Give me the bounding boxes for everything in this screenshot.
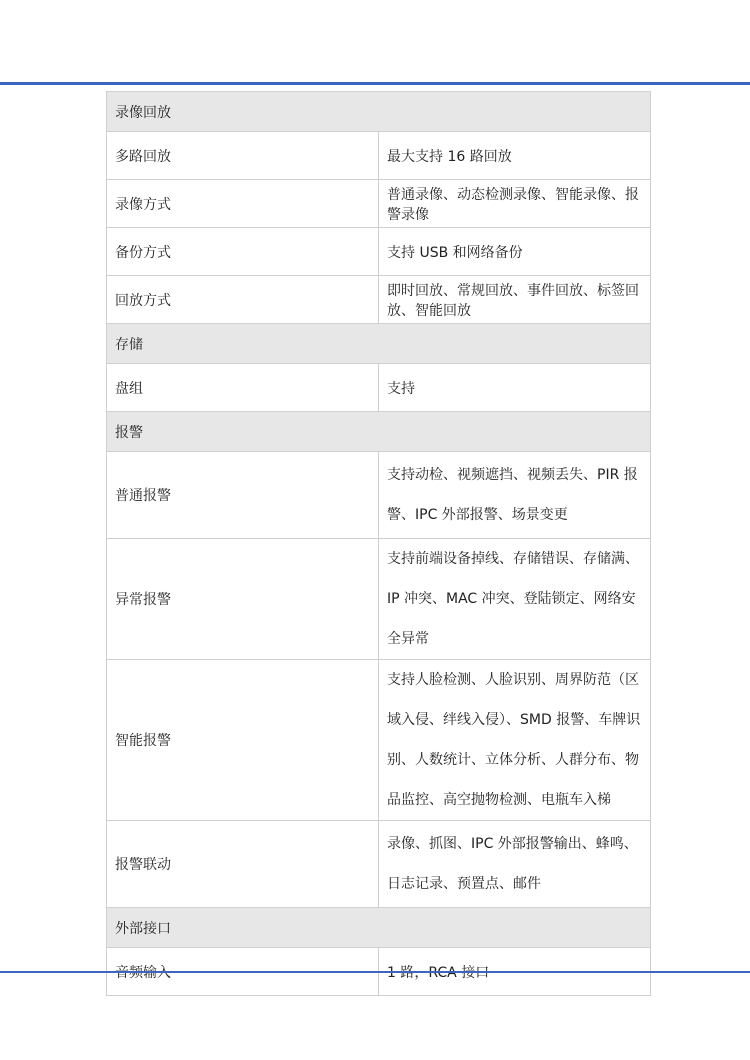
row-value: 支持人脸检测、人脸识别、周界防范（区域入侵、绊线入侵）、SMD 报警、车牌识别、人数统计、立体分析、人群分布、物品监控、高空抛物检测、电瓶车入梯 xyxy=(379,660,651,821)
row-label: 多路回放 xyxy=(107,132,379,180)
section-title: 录像回放 xyxy=(107,92,651,132)
table-row xyxy=(107,539,651,660)
row-value: 支持 USB 和网络备份 xyxy=(379,228,651,276)
row-label: 普通报警 xyxy=(107,452,379,539)
row-label: 异常报警 xyxy=(107,539,379,660)
table-row xyxy=(107,364,651,412)
section-title: 报警 xyxy=(107,412,651,452)
row-label: 盘组 xyxy=(107,364,379,412)
row-label: 备份方式 xyxy=(107,228,379,276)
row-label: 智能报警 xyxy=(107,660,379,821)
table-row xyxy=(107,452,651,539)
row-value: 普通录像、动态检测录像、智能录像、报警录像 xyxy=(379,180,651,228)
row-value: 即时回放、常规回放、事件回放、标签回放、智能回放 xyxy=(379,276,651,324)
section-header-playback xyxy=(107,92,651,132)
table-row xyxy=(107,228,651,276)
section-title: 存储 xyxy=(107,324,651,364)
footer-rule xyxy=(0,971,750,973)
row-value: 支持动检、视频遮挡、视频丢失、PIR 报警、IPC 外部报警、场景变更 xyxy=(379,452,651,539)
section-title: 外部接口 xyxy=(107,908,651,948)
header-rule xyxy=(0,82,750,85)
table-row xyxy=(107,660,651,821)
row-value: 支持前端设备掉线、存储错误、存储满、IP 冲突、MAC 冲突、登陆锁定、网络安全异常 xyxy=(379,539,651,660)
row-label: 录像方式 xyxy=(107,180,379,228)
row-value: 录像、抓图、IPC 外部报警输出、蜂鸣、日志记录、预置点、邮件 xyxy=(379,821,651,908)
section-header-storage xyxy=(107,324,651,364)
table-row xyxy=(107,821,651,908)
section-header-alarm xyxy=(107,412,651,452)
section-header-interfaces xyxy=(107,908,651,948)
row-label: 报警联动 xyxy=(107,821,379,908)
row-value: 最大支持 16 路回放 xyxy=(379,132,651,180)
table-row xyxy=(107,132,651,180)
row-label: 回放方式 xyxy=(107,276,379,324)
spec-table xyxy=(106,91,651,996)
row-value: 支持 xyxy=(379,364,651,412)
table-row xyxy=(107,180,651,228)
table-row xyxy=(107,276,651,324)
